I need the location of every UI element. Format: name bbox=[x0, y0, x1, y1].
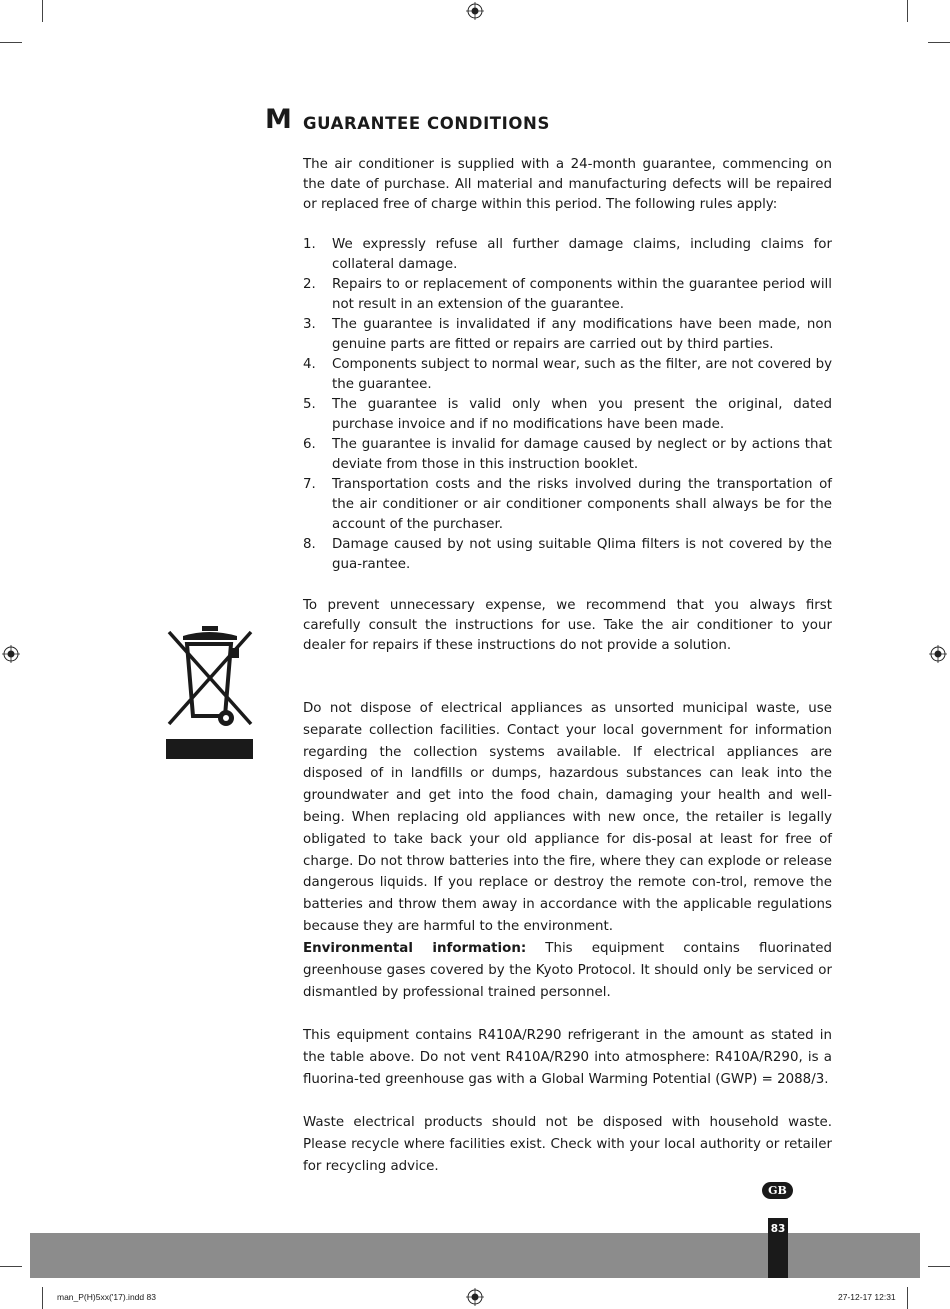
registration-mark-icon bbox=[466, 1288, 484, 1306]
list-item-number: 7. bbox=[303, 477, 316, 492]
crop-mark bbox=[42, 0, 43, 22]
list-item bbox=[303, 535, 832, 575]
page-number: 83 bbox=[768, 1218, 788, 1278]
intro-paragraph: The air conditioner is supplied with a 24-month guarantee, commencing on the date of purchase. All material and manufacturing defects will be repaired or replaced free of charge within this period. The following rules apply: bbox=[303, 157, 832, 212]
section-title: GUARANTEE CONDITIONS bbox=[303, 114, 550, 133]
crossed-out-wheelie-bin-icon bbox=[165, 624, 254, 760]
list-item-number: 2. bbox=[303, 277, 316, 292]
list-item bbox=[303, 435, 832, 475]
list-item-text: We expressly refuse all further damage claims, including claims for collateral damage. bbox=[332, 237, 832, 272]
list-item bbox=[303, 275, 832, 315]
registration-mark-icon bbox=[929, 645, 947, 663]
list-item-text: The guarantee is invalid for damage caused by neglect or by actions that deviate from those in this instruction booklet. bbox=[332, 437, 832, 472]
list-item-number: 3. bbox=[303, 317, 316, 332]
crop-mark bbox=[907, 0, 908, 22]
section-letter: M bbox=[265, 104, 292, 135]
crop-mark bbox=[928, 1266, 950, 1267]
crop-mark bbox=[928, 42, 950, 43]
expense-note-paragraph: To prevent unnecessary expense, we recommend that you always first carefully consult the instructions for use. Take the air conditioner to your dealer for repairs if these instructions do not provide a solution. bbox=[303, 598, 832, 653]
registration-mark-icon bbox=[466, 2, 484, 20]
crop-mark bbox=[42, 1287, 43, 1309]
list-item-text: The guarantee is valid only when you present the original, dated purchase invoice and if no modifications have been made. bbox=[332, 397, 832, 432]
list-item bbox=[303, 355, 832, 395]
environmental-text: This equipment contains fluorinated greenhouse gases covered by the Kyoto Protocol. It should only be serviced or dismantled by professional trained personnel. bbox=[303, 941, 832, 1000]
disposal-paragraph: Do not dispose of electrical appliances as unsorted municipal waste, use separate collection facilities. Contact your local government for information regarding the collection systems available. If electrical appliances are disposed of in landfills or dumps, hazardous substances can leak into the groundwater and get into the food chain, damaging your health and well-being. When replacing old appliances with new once, the retailer is legally obligated to take back your old appliance for dis-posal at least for free of charge. Do not throw batteries into the fire, where they can explode or release dangerous liquids. If you replace or destroy the remote con-trol, remove the batteries and throw them away in accordance with the applicable regulations because they are harmful to the environment. bbox=[303, 701, 832, 934]
list-item-number: 4. bbox=[303, 357, 316, 372]
guarantee-rules-list bbox=[303, 235, 832, 575]
list-item bbox=[303, 235, 832, 275]
refrigerant-paragraph: This equipment contains R410A/R290 refrigerant in the amount as stated in the table above. Do not vent R410A/R290 into atmosphere: R410A/R290, is a fluorina-ted greenhouse gas with a Global Warming Potential (GWP) = 2088/3. bbox=[303, 1028, 832, 1087]
crop-mark bbox=[907, 1287, 908, 1309]
list-item-text: Components subject to normal wear, such as the filter, are not covered by the guarantee. bbox=[332, 357, 832, 392]
list-item-text: Transportation costs and the risks involved during the transportation of the air conditioner or air conditioner components shall always be for the account of the purchaser. bbox=[332, 477, 832, 532]
slug-date: 27-12-17 12:31 bbox=[838, 1292, 896, 1302]
language-badge: GB bbox=[762, 1182, 793, 1199]
list-item-text: Damage caused by not using suitable Qlima filters is not covered by the gua-rantee. bbox=[332, 537, 832, 572]
list-item-number: 1. bbox=[303, 237, 316, 252]
registration-mark-icon bbox=[2, 645, 20, 663]
list-item-text: The guarantee is invalidated if any modifications have been made, non genuine parts are fitted or repairs are carried out by third parties. bbox=[332, 317, 832, 352]
crop-mark bbox=[0, 1266, 22, 1267]
list-item-number: 5. bbox=[303, 397, 316, 412]
list-item bbox=[303, 395, 832, 435]
list-item bbox=[303, 475, 832, 535]
list-item bbox=[303, 315, 832, 355]
slug-filename: man_P(H)5xx('17).indd 83 bbox=[57, 1292, 156, 1302]
crop-mark bbox=[0, 42, 22, 43]
list-item-text: Repairs to or replacement of components within the guarantee period will not result in an extension of the guarantee. bbox=[332, 277, 832, 312]
list-item-number: 6. bbox=[303, 437, 316, 452]
list-item-number: 8. bbox=[303, 537, 316, 552]
environmental-label: Environmental information: bbox=[303, 941, 527, 956]
waste-paragraph: Waste electrical products should not be disposed with household waste. Please recycle where facilities exist. Check with your local authority or retailer for recycling advice. bbox=[303, 1115, 832, 1174]
environmental-paragraph bbox=[303, 938, 832, 1003]
